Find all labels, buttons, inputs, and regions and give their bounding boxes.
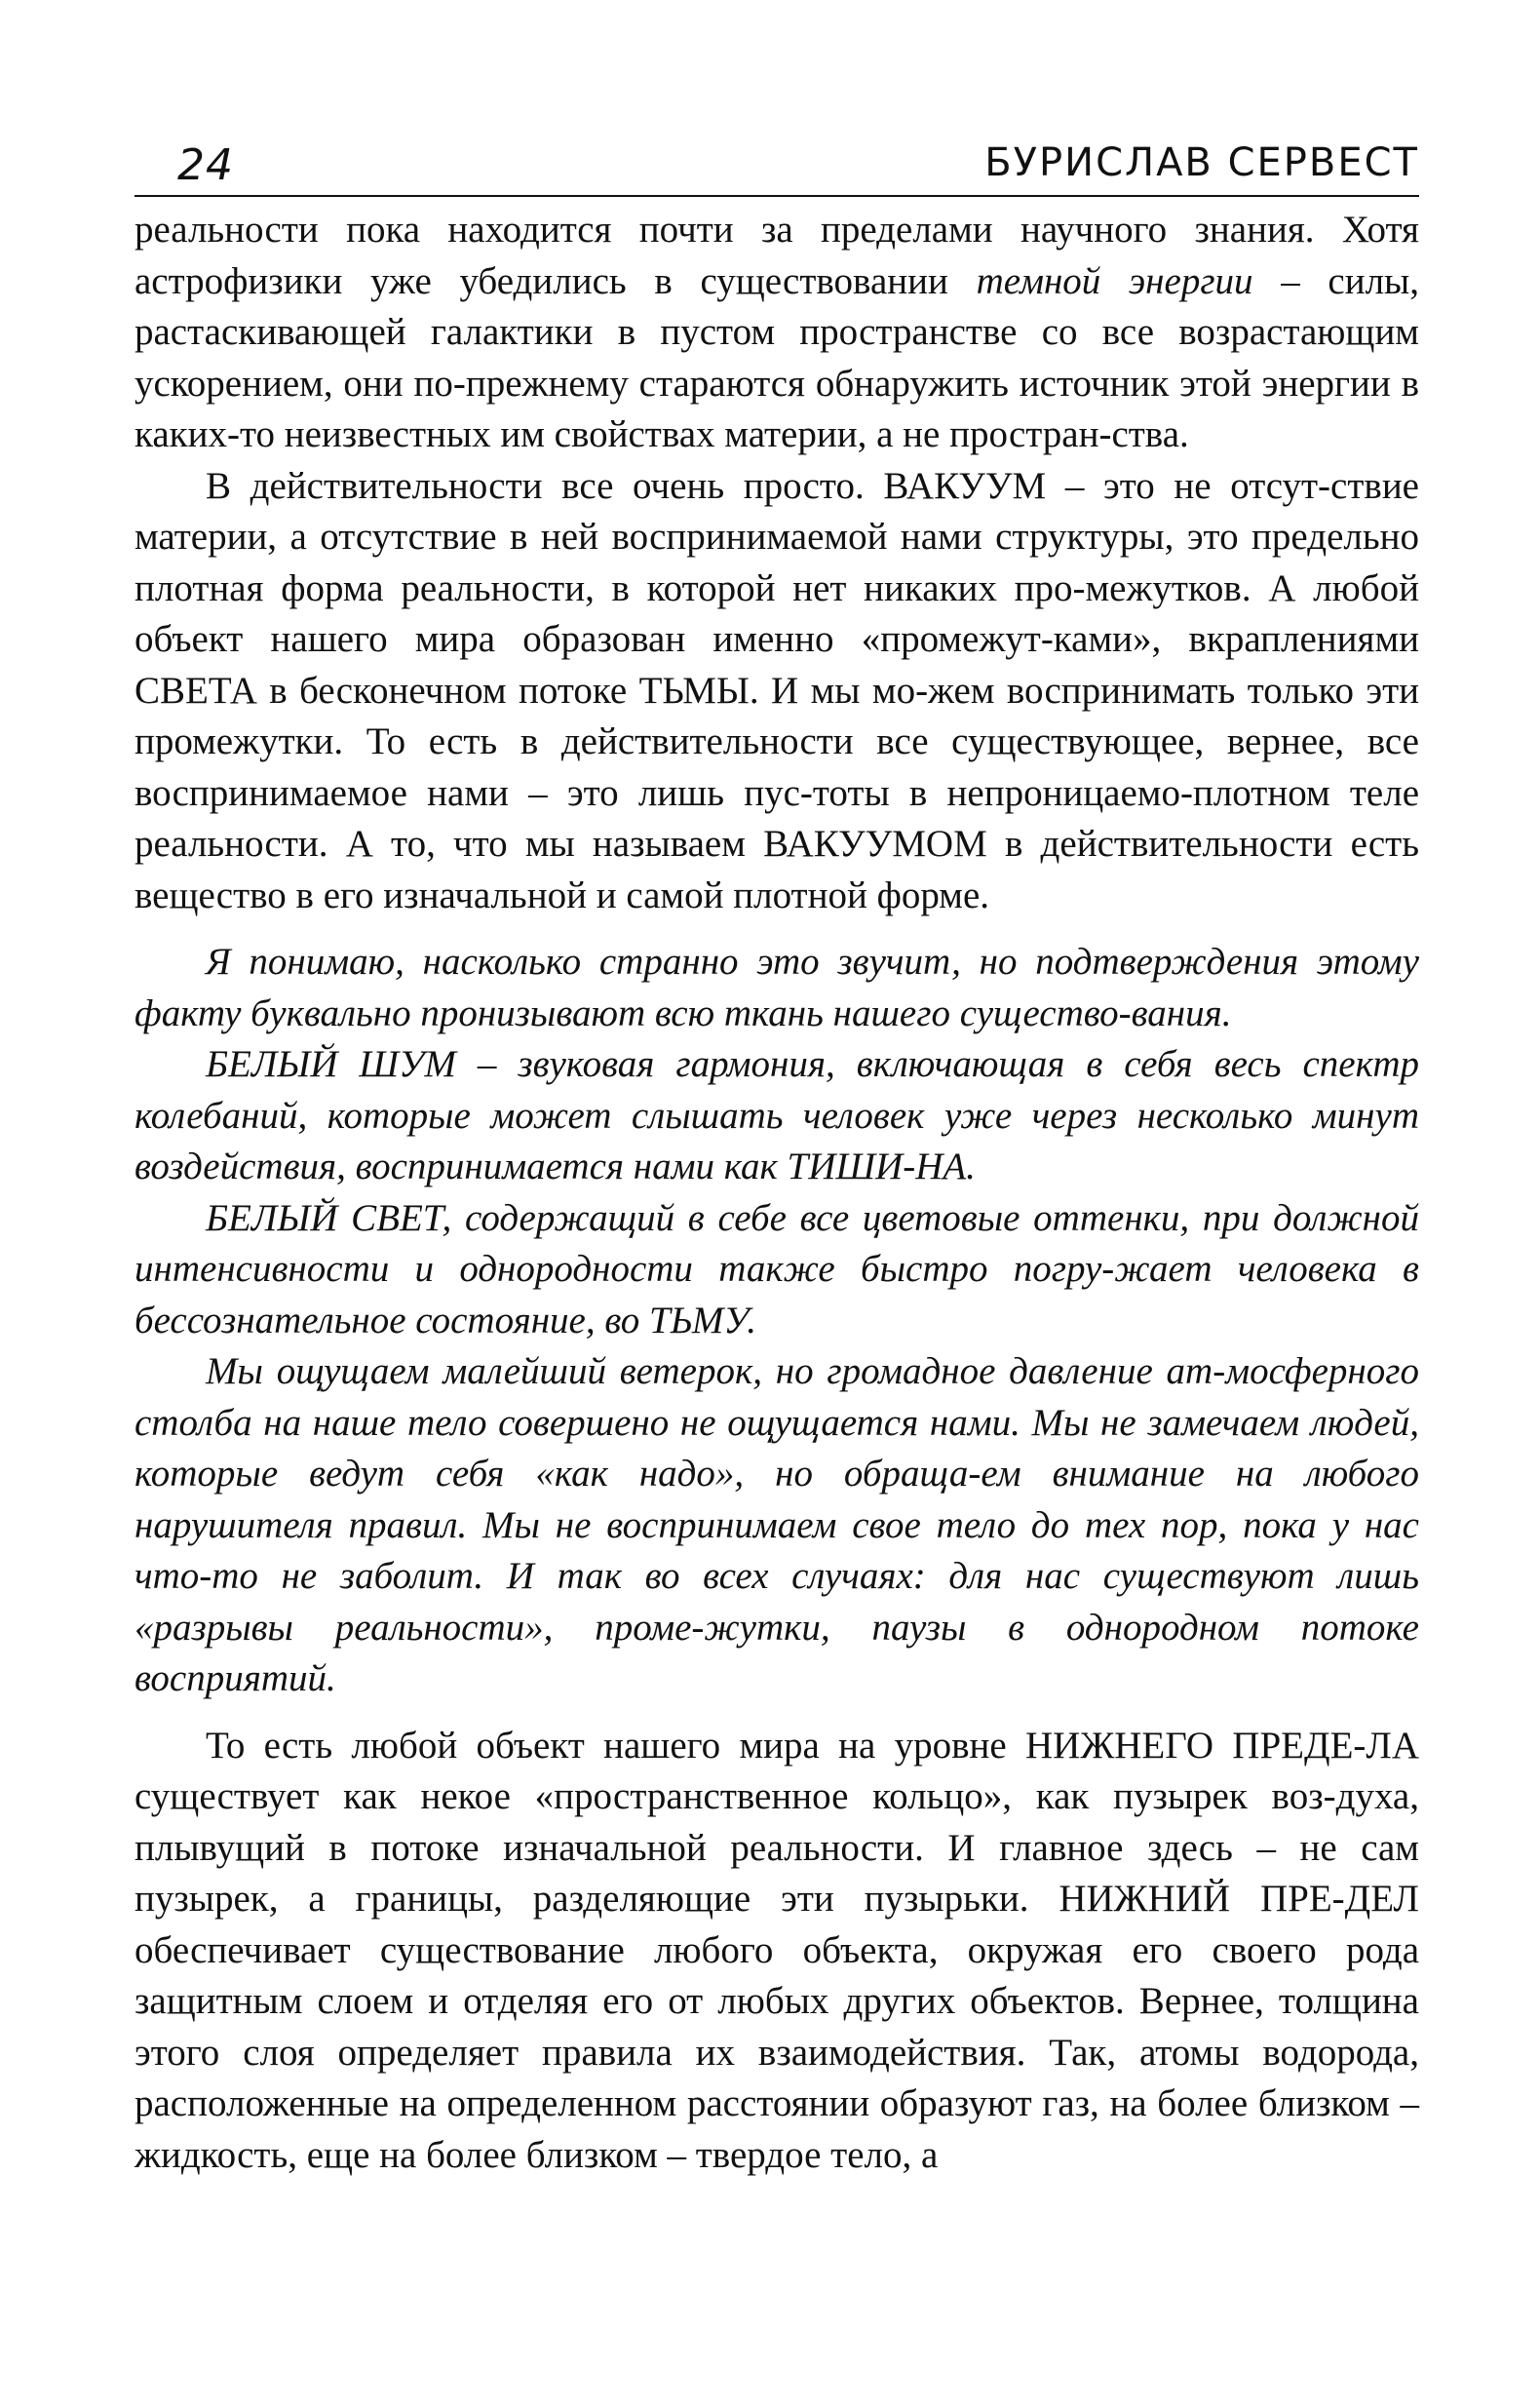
paragraph-text: – силы, растаскивающей галактики в пустом пространстве со все возрастающим ускорением, они по-прежнему стараются обнаружить источник этой энергии в каких-то неизвестных им свойствах материи, а не простран-ства. [135,259,1419,455]
running-header [135,140,1419,197]
emphasis-term: темной энергии [976,259,1253,302]
book-page [135,140,1419,2181]
paragraph-continued [135,205,1419,461]
page-number: 24 [177,140,234,190]
paragraph-text: реальности пока находится почти за пределами научного знания. Хотя астрофизики уже убедились в существовании [135,209,1419,302]
page-body [135,205,1419,2181]
italic-paragraph-intro: Я понимаю, насколько странно это звучит, но подтверждения этому факту буквально пронизывают всю ткань нашего существо-вания. [135,941,1419,1034]
book-author: БУРИСЛАВ СЕРВЕСТ [984,140,1419,185]
italic-paragraph-white-noise: БЕЛЫЙ ШУМ – звуковая гармония, включающая в себя весь спектр колебаний, которые может слышать человек уже через несколько минут воздействия, воспринимается нами как ТИШИ-НА. [135,1043,1419,1187]
italic-paragraph-white-light: БЕЛЫЙ СВЕТ, содержащий в себе все цветовые оттенки, при должной интенсивности и однородности также быстро погру-жает человека в бессознательное состояние, во ТЬМУ. [135,1196,1419,1341]
italic-paragraph-perception: Мы ощущаем малейший ветерок, но громадное давление ат-мосферного столба на наше тело совершено не ощущается нами. Мы не замечаем людей, которые ведут себя «как надо», но обраща-ем внимание на любого нарушителя правил. Мы не воспринимаем свое тело до тех пор, пока у нас что-то не заболит. И так во всех случаях: для нас существуют лишь «разрывы реальности», проме-жутки, паузы в однородном потоке восприятий. [135,1350,1419,1699]
paragraph-lower-limit: То есть любой объект нашего мира на уровне НИЖНЕГО ПРЕДЕ-ЛА существует как некое «пространственное кольцо», как пузырек воз-духа, плывущий в потоке изначальной реальности. И главное здесь – не сам пузырек, а границы, разделяющие эти пузырьки. НИЖНИЙ ПРЕ-ДЕЛ обеспечивает существование любого объекта, окружая его своего рода защитным слоем и отделяя его от любых других объектов. Вернее, толщина этого слоя определяет правила их взаимодействия. Так, атомы водорода, расположенные на определенном расстоянии образуют газ, на более близком – жидкость, еще на более близком – твердое тело, а [135,1724,1419,2176]
paragraph-vacuum: В действительности все очень просто. ВАКУУМ – это не отсут-ствие материи, а отсутствие в ней воспринимаемой нами структуры, это предельно плотная форма реальности, в которой нет никаких про-межутков. А любой объект нашего мира образован именно «промежут-ками», вкраплениями СВЕТА в бесконечном потоке ТЬМЫ. И мы мо-жем воспринимать только эти промежутки. То есть в действительности все существующее, вернее, все воспринимаемое нами – это лишь пус-тоты в непроницаемо-плотном теле реальности. А то, что мы называем ВАКУУМОМ в действительности есть вещество в его изначальной и самой плотной форме. [135,464,1419,916]
